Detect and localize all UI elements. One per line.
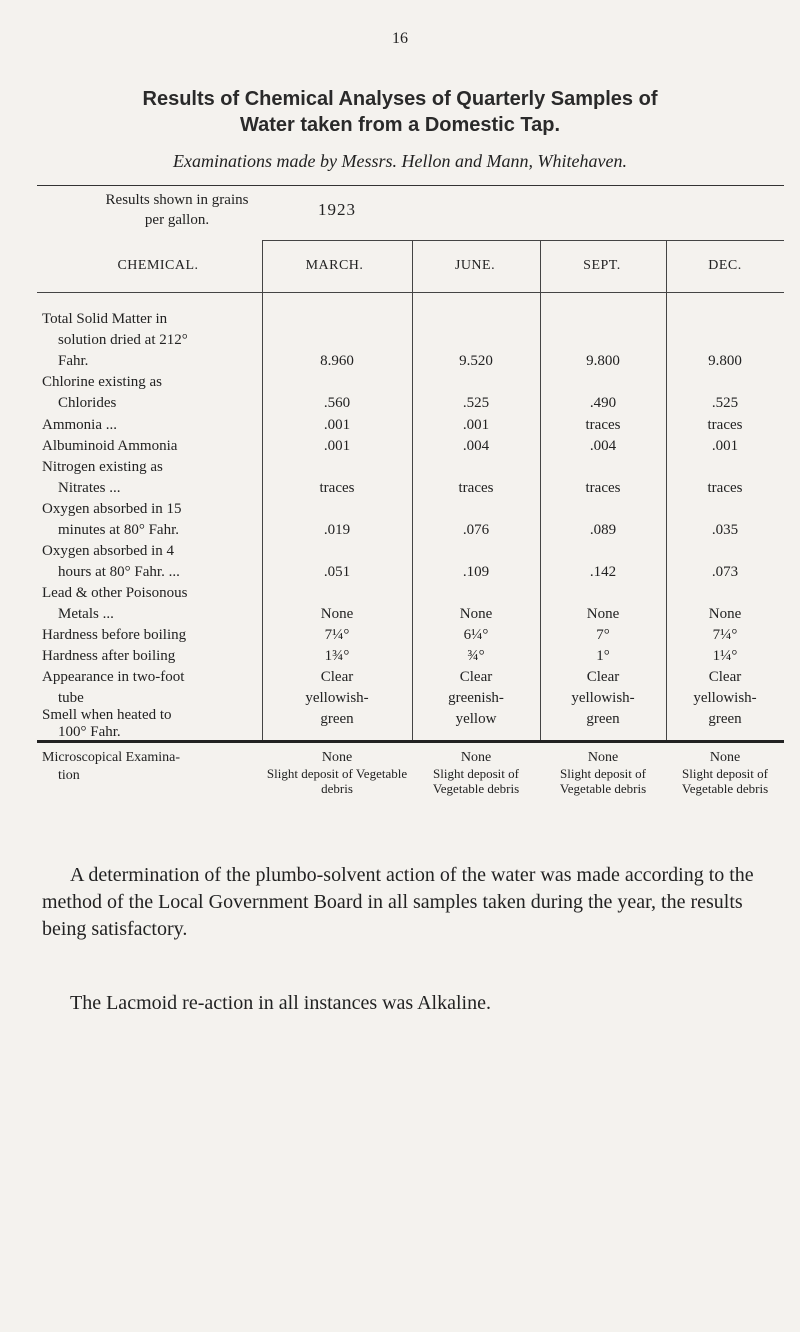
micro-line: deposit of [594, 766, 646, 781]
paragraph-plumbo-solvent [42, 862, 772, 943]
cell-june-appearance: yellow [455, 711, 497, 727]
row-label: Microscopical Examina- [42, 750, 181, 765]
row-label: Lead & other Poisonous [42, 585, 188, 601]
row-label: Hardness after boiling [42, 648, 176, 664]
row-label: minutes at 80° Fahr. [58, 522, 179, 538]
micro-line: Vegetable [681, 781, 734, 796]
header-chemical: CHEMICAL. [117, 258, 199, 273]
row-label: Chlorides [58, 395, 117, 411]
cell-sept-solid: 9.800 [586, 353, 620, 369]
table-bottom-rule [37, 740, 784, 743]
paragraph-line: the results being satisfactory. [42, 891, 743, 940]
row-label: hours at 80° Fahr. ... [58, 564, 180, 580]
row-label: Albuminoid Ammonia [42, 438, 178, 454]
micro-line: Slight [560, 766, 592, 781]
results-caption-line-1: Results shown in grains [105, 192, 249, 208]
row-label: Nitrates ... [58, 480, 121, 496]
header-bottom-rule [37, 292, 784, 293]
page-title [0, 86, 800, 138]
cell-sept-appearance: yellowish- [571, 690, 635, 706]
cell-dec-hardness-after: 1¼° [712, 648, 738, 664]
cell-march-oxygen4: .051 [323, 564, 351, 580]
cell-march-chlorine: .560 [323, 395, 351, 411]
cell-march-solid: 8.960 [320, 353, 354, 369]
row-label: Smell when heated to [42, 707, 172, 723]
cell-march-appearance: green [320, 711, 354, 727]
cell-dec-appearance: Clear [708, 669, 742, 685]
cell-dec-micro [666, 766, 784, 796]
title-line-2: Water taken from a Domestic Tap. [239, 114, 561, 136]
micro-line: debris [321, 781, 353, 796]
cell-june-micro [412, 766, 540, 796]
cell-march-hardness-after: 1¾° [324, 648, 350, 664]
micro-line: Slight [266, 766, 298, 781]
header-sept: SEPT. [583, 258, 621, 273]
row-label: Oxygen absorbed in 15 [42, 501, 182, 517]
cell-march-appearance: Clear [320, 669, 354, 685]
header-june: JUNE. [454, 258, 496, 273]
cell-dec-albuminoid: .001 [711, 438, 739, 454]
cell-sept-hardness-before: 7° [596, 627, 610, 643]
cell-june-hardness-before: 6¼° [463, 627, 489, 643]
cell-sept-oxygen15: .089 [589, 522, 617, 538]
cell-march-nitrates: traces [319, 480, 355, 496]
cell-dec-appearance: green [708, 711, 742, 727]
paragraph-line: water was made according to the method of the Local [42, 864, 754, 913]
row-label: Ammonia ... [42, 417, 117, 433]
row-label: Total Solid Matter in [42, 311, 168, 327]
cell-march-albuminoid: .001 [323, 438, 351, 454]
cell-june-smell: None [460, 750, 492, 765]
table-year: 1923 [318, 200, 356, 219]
cell-june-oxygen15: .076 [462, 522, 490, 538]
cell-sept-appearance: green [586, 711, 620, 727]
row-label: 100° Fahr. [58, 724, 121, 740]
cell-sept-lead: None [586, 606, 620, 622]
micro-line: deposit of [301, 766, 353, 781]
cell-dec-nitrates: traces [707, 480, 743, 496]
cell-dec-solid: 9.800 [708, 353, 742, 369]
cell-dec-oxygen15: .035 [711, 522, 739, 538]
header-march: MARCH. [305, 258, 364, 273]
cell-june-hardness-after: ¾° [467, 648, 485, 664]
micro-line: debris [487, 781, 520, 796]
cell-june-chlorine: .525 [462, 395, 490, 411]
row-label: Hardness before boiling [42, 627, 187, 643]
header-dec: DEC. [708, 258, 742, 273]
page-number: 16 [392, 30, 408, 47]
cell-sept-smell: None [587, 750, 619, 765]
paragraph-line: A determination of the plumbo-solvent action of the [70, 864, 487, 886]
cell-dec-oxygen4: .073 [711, 564, 739, 580]
micro-line: debris [614, 781, 647, 796]
row-label: Fahr. [58, 353, 89, 369]
results-caption [62, 190, 292, 230]
row-label: solution dried at 212° [58, 332, 188, 348]
micro-line: Slight [433, 766, 465, 781]
cell-june-ammonia: .001 [462, 417, 490, 433]
row-label: Metals ... [58, 606, 114, 622]
row-label: Appearance in two-foot [42, 669, 185, 685]
cell-june-oxygen4: .109 [462, 564, 490, 580]
micro-line: Vegetable [355, 766, 408, 781]
cell-dec-hardness-before: 7¼° [712, 627, 738, 643]
cell-dec-chlorine: .525 [711, 395, 739, 411]
cell-march-lead: None [320, 606, 354, 622]
cell-sept-nitrates: traces [585, 480, 621, 496]
cell-june-albuminoid: .004 [462, 438, 490, 454]
cell-june-nitrates: traces [458, 480, 494, 496]
cell-sept-chlorine: .490 [589, 395, 617, 411]
micro-line: deposit of [467, 766, 519, 781]
cell-sept-appearance: Clear [586, 669, 620, 685]
row-label: tube [58, 690, 84, 706]
table-top-rule [37, 185, 784, 186]
cell-sept-ammonia: traces [585, 417, 621, 433]
cell-march-micro [262, 766, 412, 796]
header-top-rule [262, 240, 784, 241]
cell-march-oxygen15: .019 [323, 522, 351, 538]
cell-dec-lead: None [708, 606, 742, 622]
micro-line: Slight [682, 766, 714, 781]
micro-line: Vegetable [559, 781, 612, 796]
cell-march-smell: None [321, 750, 353, 765]
results-caption-line-2: per gallon. [144, 212, 210, 228]
cell-june-solid: 9.520 [459, 353, 493, 369]
row-label: tion [58, 768, 80, 783]
micro-line: debris [736, 781, 769, 796]
cell-dec-ammonia: traces [707, 417, 743, 433]
cell-sept-micro [540, 766, 666, 796]
row-label: Nitrogen existing as [42, 459, 163, 475]
cell-dec-smell: None [709, 750, 741, 765]
title-line-1: Results of Chemical Analyses of Quarterly Samples of [142, 88, 658, 110]
cell-march-appearance: yellowish- [305, 690, 369, 706]
cell-march-hardness-before: 7¼° [324, 627, 350, 643]
cell-june-appearance: greenish- [448, 690, 504, 706]
cell-sept-albuminoid: .004 [589, 438, 617, 454]
subtitle: Examinations made by Messrs. Hellon and Mann, Whitehaven. [173, 151, 627, 171]
cell-june-appearance: Clear [459, 669, 493, 685]
micro-line: Vegetable [432, 781, 485, 796]
row-label: Oxygen absorbed in 4 [42, 543, 175, 559]
cell-june-lead: None [459, 606, 493, 622]
cell-sept-hardness-after: 1° [596, 648, 610, 664]
paragraph-lacmoid: The Lacmoid re-action in all instances was Alkaline. [70, 992, 491, 1014]
cell-sept-oxygen4: .142 [589, 564, 617, 580]
cell-dec-appearance: yellowish- [693, 690, 757, 706]
paragraph-line: Government Board in all samples taken during the year, [208, 891, 657, 913]
micro-line: deposit of [716, 766, 768, 781]
row-label: Chlorine existing as [42, 374, 162, 390]
cell-march-ammonia: .001 [323, 417, 351, 433]
